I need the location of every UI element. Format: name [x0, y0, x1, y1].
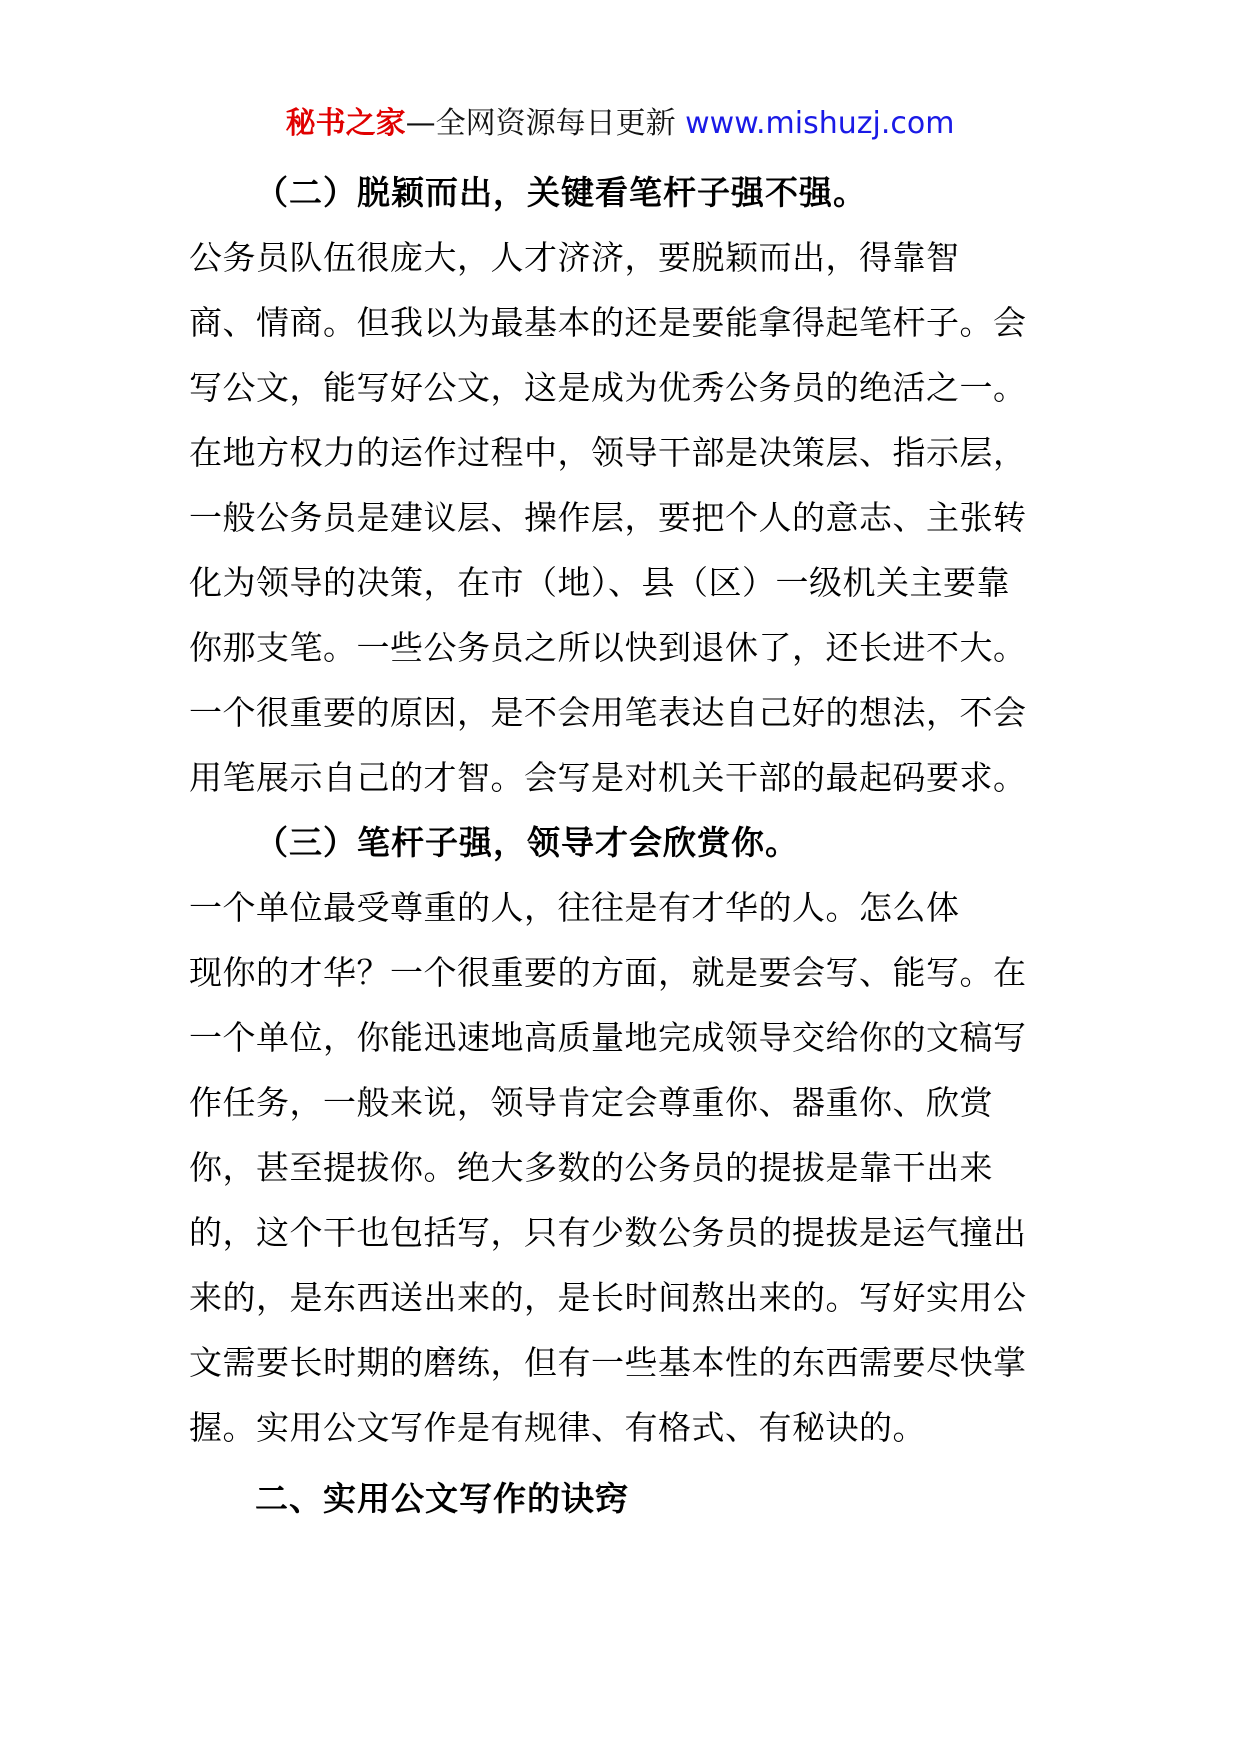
- paragraph-line: 现你的才华？一个很重要的方面，就是要会写、能写。在: [189, 953, 1027, 992]
- header-url[interactable]: www.mishuzj.com: [685, 106, 955, 141]
- paragraph-line: 一个单位最受尊重的人，往往是有才华的人。怎么体: [189, 888, 960, 927]
- paragraph-line: 来的，是东西送出来的，是长时间熬出来的。写好实用公: [189, 1278, 1027, 1317]
- heading-two: （二）脱颖而出，关键看笔杆子强不强。: [255, 173, 867, 212]
- paragraph-one: [189, 225, 1029, 810]
- paragraph-line: 作任务，一般来说，领导肯定会尊重你、器重你、欣赏: [189, 1083, 993, 1122]
- paragraph-line: 握。实用公文写作是有规律、有格式、有秘诀的。: [189, 1408, 926, 1447]
- paragraph-line: 一个很重要的原因，是不会用笔表达自己好的想法，不会: [189, 693, 1027, 732]
- heading-three: （三）笔杆子强，领导才会欣赏你。: [255, 823, 799, 862]
- paragraph-line: 你，甚至提拔你。绝大多数的公务员的提拔是靠干出来: [189, 1148, 993, 1187]
- paragraph-line: 用笔展示自己的才智。会写是对机关干部的最起码要求。: [189, 758, 1027, 797]
- document-body: [189, 160, 1029, 1531]
- paragraph-line: 公务员队伍很庞大，人才济济，要脱颖而出，得靠智: [189, 238, 960, 277]
- paragraph-line: 在地方权力的运作过程中，领导干部是决策层、指示层，: [189, 433, 1027, 472]
- paragraph-two: [189, 875, 1029, 1460]
- paragraph-line: 写公文，能写好公文，这是成为优秀公务员的绝活之一。: [189, 368, 1027, 407]
- paragraph-line: 的，这个干也包括写，只有少数公务员的提拔是运气撞出: [189, 1213, 1027, 1252]
- paragraph-line: 一个单位，你能迅速地高质量地完成领导交给你的文稿写: [189, 1018, 1027, 1057]
- section-heading: 二、实用公文写作的诀窍: [255, 1479, 629, 1518]
- brand-name: 秘书之家: [285, 106, 406, 141]
- paragraph-line: 化为领导的决策，在市（地）、县（区）一级机关主要靠: [189, 563, 1010, 602]
- paragraph-line: 商、情商。但我以为最基本的还是要能拿得起笔杆子。会: [189, 303, 1027, 342]
- paragraph-line: 文需要长时期的磨练，但有一些基本性的东西需要尽快掌: [189, 1343, 1027, 1382]
- page-header: [0, 100, 1240, 148]
- paragraph-line: 一般公务员是建议层、操作层，要把个人的意志、主张转: [189, 498, 1027, 537]
- paragraph-line: 你那支笔。一些公务员之所以快到退休了，还长进不大。: [189, 628, 1027, 667]
- header-slogan: —全网资源每日更新: [405, 106, 686, 141]
